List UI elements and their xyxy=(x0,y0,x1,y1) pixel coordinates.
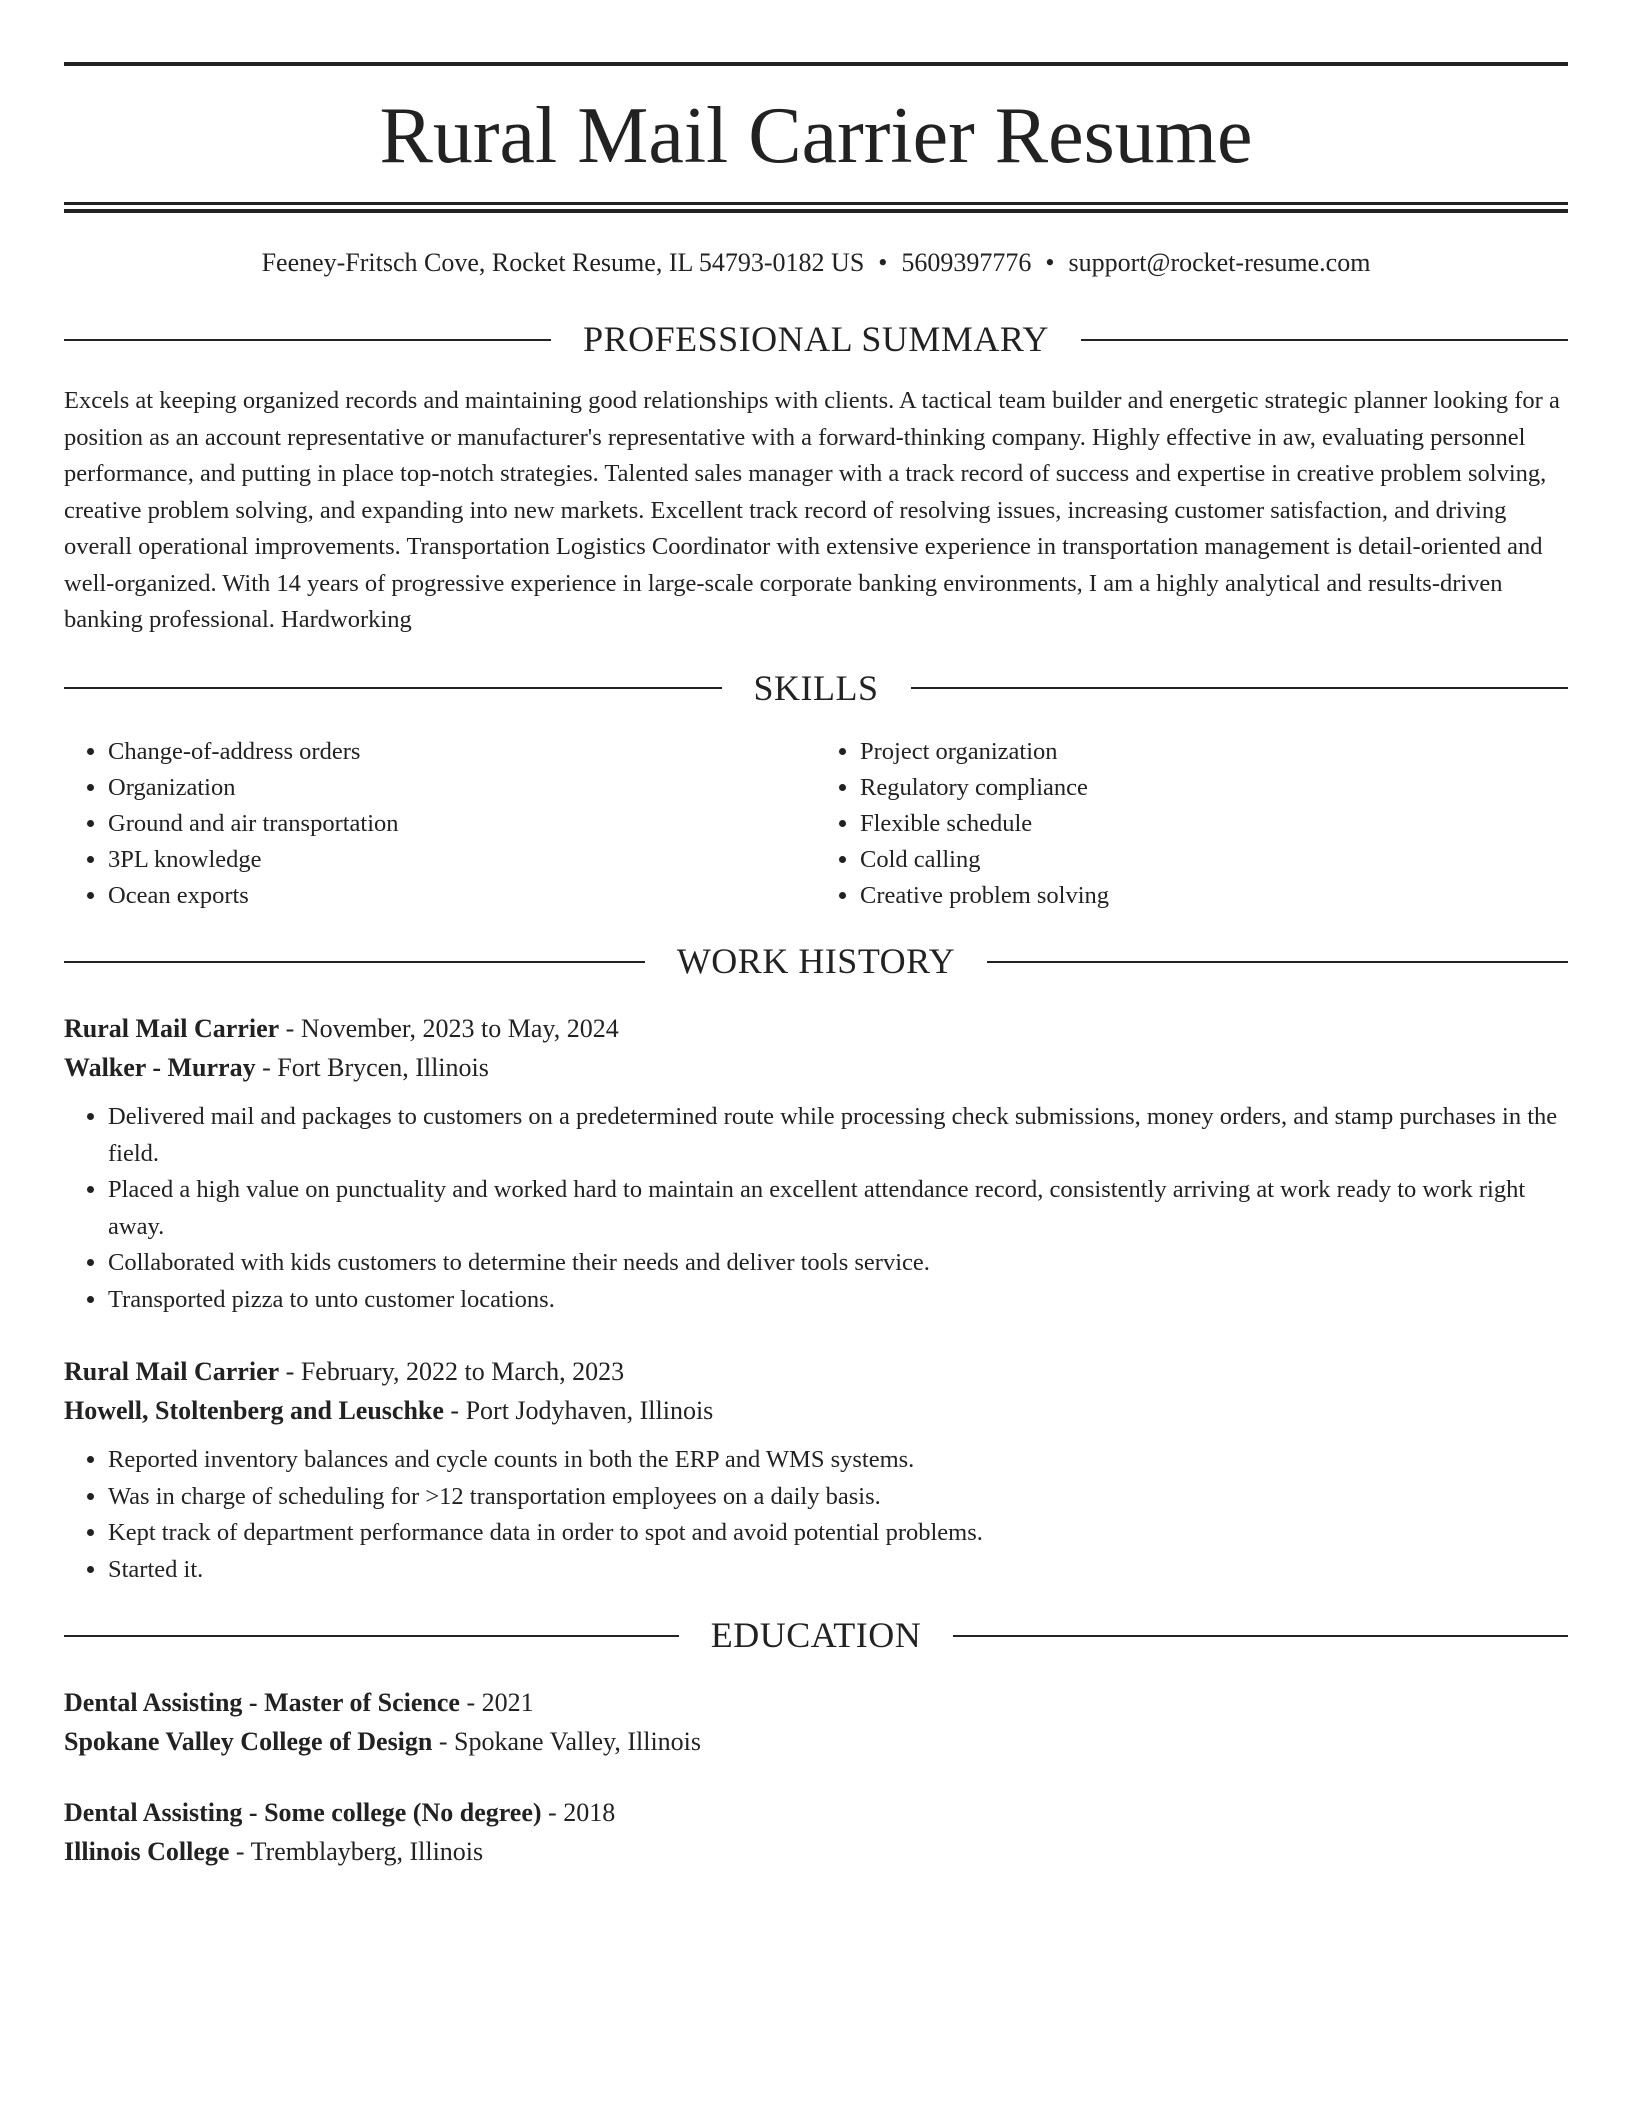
skill-item: • Cold calling xyxy=(860,842,1568,878)
job-bullet: • Collaborated with kids customers to determine their needs and deliver tools service. xyxy=(108,1245,1568,1282)
job-bullet: • Delivered mail and packages to customers on a predetermined route while processing check submissions, money orders, and stamp purchases in the field. xyxy=(108,1099,1568,1172)
skill-item: • Organization xyxy=(108,770,816,806)
education-degree-line xyxy=(64,1683,1568,1722)
job-bullets xyxy=(64,1442,1568,1588)
skill-item: • Change-of-address orders xyxy=(108,734,816,770)
section-rule xyxy=(987,961,1568,963)
education-degree: Dental Assisting - Master of Science xyxy=(64,1688,460,1718)
section-title: EDUCATION xyxy=(710,1615,922,1656)
job-location: - Fort Brycen, Illinois xyxy=(255,1053,489,1083)
education-school-line xyxy=(64,1832,1568,1871)
top-rule xyxy=(64,62,1568,66)
section-title: SKILLS xyxy=(753,667,879,708)
job-location: - Port Jodyhaven, Illinois xyxy=(443,1396,714,1426)
section-header-skills xyxy=(64,667,1568,710)
contact-separator: • xyxy=(1045,248,1055,277)
contact-email[interactable]: support@rocket-resume.com xyxy=(1068,248,1371,277)
job-title-line xyxy=(64,1352,1568,1391)
education-year: - 2021 xyxy=(459,1688,534,1718)
section-header-summary xyxy=(64,318,1568,361)
job-entry xyxy=(64,1009,1568,1318)
section-rule xyxy=(953,1635,1568,1637)
skill-item: • Project organization xyxy=(860,734,1568,770)
skills-column-right xyxy=(816,734,1568,914)
skill-item: • Creative problem solving xyxy=(860,878,1568,914)
section-rule xyxy=(911,687,1569,689)
section-title: PROFESSIONAL SUMMARY xyxy=(583,319,1049,360)
job-dates: - November, 2023 to May, 2024 xyxy=(279,1014,619,1044)
contact-phone: 5609397776 xyxy=(901,248,1032,277)
education-year: - 2018 xyxy=(541,1798,616,1828)
resume-title: Rural Mail Carrier Resume xyxy=(379,92,1253,180)
resume-page xyxy=(64,62,1568,1871)
job-bullet: • Placed a high value on punctuality and worked hard to maintain an excellent attendance record, consistently arriving at work ready to work right away. xyxy=(108,1172,1568,1245)
job-dates: - February, 2022 to March, 2023 xyxy=(279,1357,625,1387)
job-bullets xyxy=(64,1099,1568,1318)
skill-item: • Ground and air transportation xyxy=(108,806,816,842)
job-title: Rural Mail Carrier xyxy=(64,1014,280,1044)
section-header-work-history xyxy=(64,940,1568,983)
job-bullet: • Reported inventory balances and cycle counts in both the ERP and WMS systems. xyxy=(108,1442,1568,1479)
education-location: - Spokane Valley, Illinois xyxy=(432,1727,702,1757)
section-rule xyxy=(64,1635,679,1637)
education-entry xyxy=(64,1793,1568,1871)
skills-list xyxy=(64,734,1568,914)
section-rule xyxy=(64,687,722,689)
section-rule xyxy=(64,961,645,963)
job-company-line xyxy=(64,1391,1568,1430)
skill-item: • Ocean exports xyxy=(108,878,816,914)
job-company: Walker - Murray xyxy=(64,1053,256,1083)
education-location: - Tremblayberg, Illinois xyxy=(229,1837,484,1867)
section-title: WORK HISTORY xyxy=(676,941,956,982)
section-header-education xyxy=(64,1614,1568,1657)
skill-item: • 3PL knowledge xyxy=(108,842,816,878)
education-school: Spokane Valley College of Design xyxy=(64,1727,433,1757)
education-school-line xyxy=(64,1722,1568,1761)
job-bullet: • Started it. xyxy=(108,1552,1568,1589)
skill-item: • Regulatory compliance xyxy=(860,770,1568,806)
skill-item: • Flexible schedule xyxy=(860,806,1568,842)
contact-separator: • xyxy=(878,248,888,277)
education-school: Illinois College xyxy=(64,1837,230,1867)
contact-line xyxy=(64,247,1568,278)
job-bullet: • Transported pizza to unto customer locations. xyxy=(108,1282,1568,1319)
job-company-line xyxy=(64,1048,1568,1087)
education-entry xyxy=(64,1683,1568,1761)
contact-address: Feeney-Fritsch Cove, Rocket Resume, IL 54793-0182 US xyxy=(261,248,865,277)
education-degree: Dental Assisting - Some college (No degree) xyxy=(64,1798,542,1828)
job-bullet: • Kept track of department performance data in order to spot and avoid potential problems. xyxy=(108,1515,1568,1552)
education-degree-line xyxy=(64,1793,1568,1832)
section-rule xyxy=(1081,339,1568,341)
job-title: Rural Mail Carrier xyxy=(64,1357,280,1387)
title-double-rule xyxy=(64,202,1568,213)
job-entry xyxy=(64,1352,1568,1588)
section-rule xyxy=(64,339,551,341)
job-title-line xyxy=(64,1009,1568,1048)
summary-text: Excels at keeping organized records and maintaining good relationships with clients. A tactical team builder and energetic strategic planner looking for a position as an account representative or manufacturer's representative with a forward-thinking company. Highly effective in aw, evaluating personnel performance, and putting in place top-notch strategies. Talented sales manager with a track record of success and expertise in creative problem solving, creative problem solving, and expanding into new markets. Excellent track record of resolving issues, increasing customer satisfaction, and driving overall operational improvements. Transportation Logistics Coordinator with extensive experience in transportation management is detail-oriented and well-organized. With 14 years of progressive experience in large-scale corporate banking environments, I am a highly analytical and results-driven banking professional. Hardworking xyxy=(64,387,1560,634)
skills-column-left xyxy=(64,734,816,914)
job-company: Howell, Stoltenberg and Leuschke xyxy=(64,1396,444,1426)
job-bullet: • Was in charge of scheduling for >12 transportation employees on a daily basis. xyxy=(108,1479,1568,1516)
